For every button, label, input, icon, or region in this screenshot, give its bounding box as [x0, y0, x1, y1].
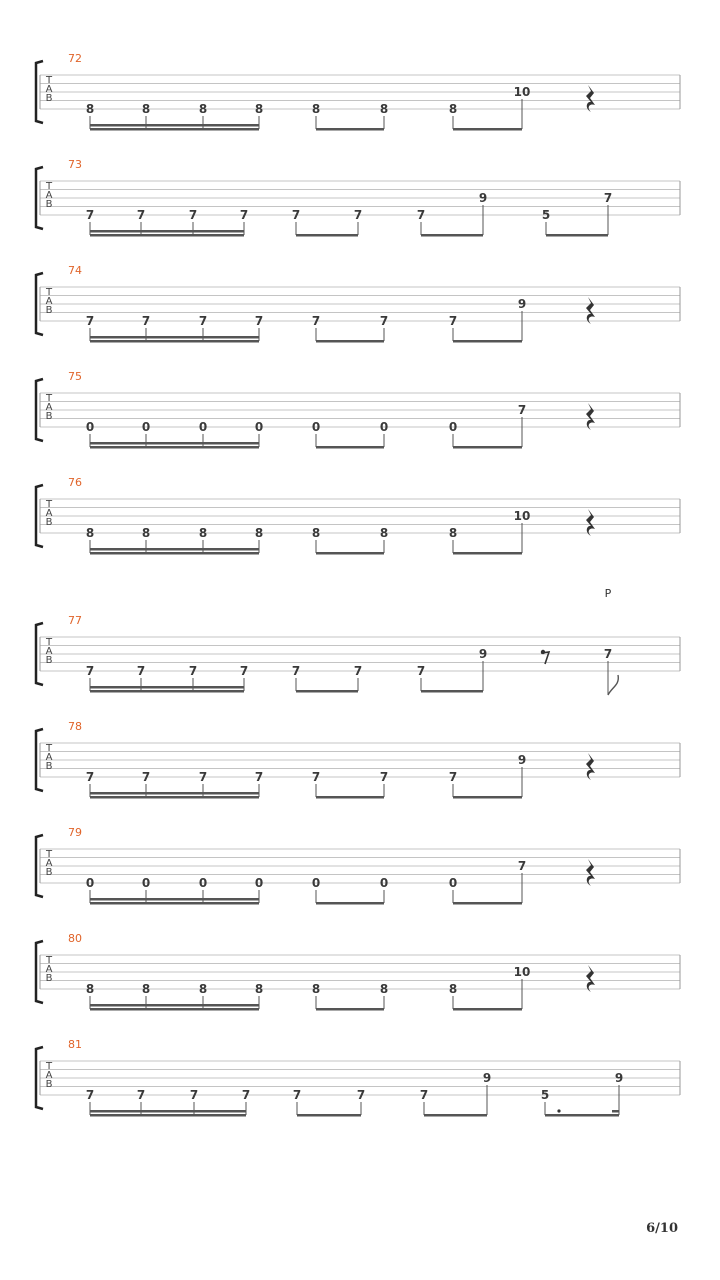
fret-number: 7 [239, 208, 249, 222]
fret-number: 8 [254, 982, 264, 996]
quarter-rest [586, 509, 595, 536]
tab-letter: T [45, 75, 53, 86]
fret-number: 0 [448, 420, 458, 434]
beam-sixteenth [90, 442, 259, 445]
tab-letter: B [45, 867, 53, 878]
fret-number: 7 [517, 859, 527, 873]
beam-eighth [316, 340, 384, 343]
beam-eighth [453, 128, 522, 131]
fret-number: 0 [254, 876, 264, 890]
beam-sixteenth [90, 230, 244, 233]
beam-eighth [316, 552, 384, 555]
page-number: 6/10 [646, 1221, 678, 1236]
fret-number: 7 [198, 770, 208, 784]
tab-letter: A [45, 964, 53, 975]
fret-number: 7 [311, 314, 321, 328]
fret-number: 7 [448, 770, 458, 784]
fret-number: 7 [311, 770, 321, 784]
fret-number: 7 [85, 664, 95, 678]
beam-eighth [421, 234, 483, 237]
measure-number: 75 [68, 370, 82, 383]
tab-letter: B [45, 93, 53, 104]
fret-number: 8 [141, 526, 151, 540]
tab-letter: A [45, 190, 53, 201]
beam-eighth [316, 446, 384, 449]
fret-number: 8 [141, 982, 151, 996]
fret-number: 9 [478, 647, 488, 661]
beam-sixteenth [90, 1008, 259, 1011]
fret-number: 7 [136, 1088, 146, 1102]
fret-number: 7 [292, 1088, 302, 1102]
beam-sixteenth [90, 796, 259, 799]
tab-letter: B [45, 655, 53, 666]
tab-letter: T [45, 393, 53, 404]
fret-number: 8 [311, 982, 321, 996]
tab-letter: T [45, 287, 53, 298]
beam-sixteenth-partial [612, 1110, 619, 1113]
tab-letter: A [45, 84, 53, 95]
tab-letter: A [45, 752, 53, 763]
beam-sixteenth [90, 1114, 246, 1117]
fret-number: 7 [85, 770, 95, 784]
beam-eighth [453, 446, 522, 449]
fret-number: 0 [311, 876, 321, 890]
beam-eighth [316, 128, 384, 131]
beam-eighth [453, 796, 522, 799]
beam-eighth [453, 552, 522, 555]
fret-number: 0 [85, 876, 95, 890]
fret-number: 7 [356, 1088, 366, 1102]
beam-eighth [316, 796, 384, 799]
fret-number: 7 [416, 208, 426, 222]
beam-sixteenth [90, 336, 259, 339]
fret-number: 7 [291, 664, 301, 678]
fret-number: 8 [448, 982, 458, 996]
fret-number: 7 [189, 1088, 199, 1102]
measure-number: 79 [68, 826, 82, 839]
fret-number: 8 [198, 102, 208, 116]
fret-number: 7 [448, 314, 458, 328]
fret-number: 7 [239, 664, 249, 678]
beam-sixteenth [90, 552, 259, 555]
beam-sixteenth [90, 902, 259, 905]
note-flag [608, 675, 618, 695]
fret-number: 7 [136, 664, 146, 678]
fret-number: 8 [85, 526, 95, 540]
measure-number: 81 [68, 1038, 82, 1051]
beam-sixteenth [90, 446, 259, 449]
beam-sixteenth [90, 1004, 259, 1007]
fret-number: 8 [141, 102, 151, 116]
fret-number: 7 [85, 208, 95, 222]
tab-letter: T [45, 499, 53, 510]
quarter-rest [586, 403, 595, 430]
beam-sixteenth [90, 690, 244, 693]
fret-number: 7 [254, 314, 264, 328]
fret-number: 8 [379, 102, 389, 116]
fret-number: 5 [540, 1088, 550, 1102]
beam-eighth [296, 234, 358, 237]
dot-duration [557, 1109, 560, 1112]
fret-number: 7 [379, 770, 389, 784]
fret-number: 0 [85, 420, 95, 434]
quarter-rest [586, 297, 595, 324]
fret-number: 7 [141, 314, 151, 328]
fret-number: 7 [241, 1088, 251, 1102]
beam-eighth [546, 234, 608, 237]
fret-number: 8 [254, 526, 264, 540]
fret-number: 7 [85, 1088, 95, 1102]
fret-number: 8 [379, 526, 389, 540]
fret-number: 7 [379, 314, 389, 328]
tab-letter: T [45, 637, 53, 648]
measure-number: 74 [68, 264, 82, 277]
beam-sixteenth [90, 234, 244, 237]
fret-number: 7 [416, 664, 426, 678]
fret-number: 8 [254, 102, 264, 116]
fret-number: 10 [513, 965, 531, 979]
fret-number: 8 [448, 102, 458, 116]
tab-letter: B [45, 411, 53, 422]
quarter-rest [586, 965, 595, 992]
tab-letter: A [45, 858, 53, 869]
measure-number: 80 [68, 932, 82, 945]
fret-number: 7 [188, 664, 198, 678]
fret-number: 10 [513, 85, 531, 99]
fret-number: 8 [85, 102, 95, 116]
beam-sixteenth [90, 340, 259, 343]
tab-letter: T [45, 743, 53, 754]
fret-number: 7 [517, 403, 527, 417]
fret-number: 8 [311, 102, 321, 116]
fret-number: 9 [517, 297, 527, 311]
fret-number: 7 [198, 314, 208, 328]
fret-number: 8 [448, 526, 458, 540]
beam-eighth [296, 690, 358, 693]
fret-number: 0 [379, 420, 389, 434]
beam-sixteenth [90, 124, 259, 127]
fret-number: 7 [136, 208, 146, 222]
fret-number: 0 [198, 420, 208, 434]
fret-number: 7 [603, 647, 613, 661]
beam-eighth [297, 1114, 361, 1117]
fret-number: 0 [198, 876, 208, 890]
measure-number: 72 [68, 52, 82, 65]
tab-letter: B [45, 761, 53, 772]
fret-number: 0 [254, 420, 264, 434]
fret-number: 7 [353, 664, 363, 678]
measure-number: 77 [68, 614, 82, 627]
fret-number: 7 [291, 208, 301, 222]
beam-eighth [453, 340, 522, 343]
fret-number: 9 [482, 1071, 492, 1085]
fret-number: 8 [198, 982, 208, 996]
tab-letter: T [45, 181, 53, 192]
quarter-rest [586, 859, 595, 886]
fret-number: 0 [311, 420, 321, 434]
fret-number: 0 [141, 420, 151, 434]
beam-eighth [316, 1008, 384, 1011]
fret-number: 7 [141, 770, 151, 784]
beam-eighth [421, 690, 483, 693]
pop-technique-label: P [604, 587, 612, 600]
fret-number: 8 [198, 526, 208, 540]
quarter-rest [586, 85, 595, 112]
measure-number: 73 [68, 158, 82, 171]
fret-number: 7 [419, 1088, 429, 1102]
fret-number: 7 [85, 314, 95, 328]
beam-eighth [545, 1114, 619, 1117]
fret-number: 7 [353, 208, 363, 222]
beam-eighth [453, 902, 522, 905]
fret-number: 9 [517, 753, 527, 767]
fret-number: 7 [254, 770, 264, 784]
tab-letter: T [45, 955, 53, 966]
tab-letter: A [45, 296, 53, 307]
fret-number: 8 [85, 982, 95, 996]
fret-number: 10 [513, 509, 531, 523]
beam-sixteenth [90, 548, 259, 551]
quarter-rest [586, 753, 595, 780]
beam-eighth [453, 1008, 522, 1011]
beam-sixteenth [90, 686, 244, 689]
tab-letter: B [45, 305, 53, 316]
tab-letter: A [45, 646, 53, 657]
fret-number: 8 [311, 526, 321, 540]
beam-eighth [316, 902, 384, 905]
tab-letter: T [45, 849, 53, 860]
fret-number: 8 [379, 982, 389, 996]
measure-number: 76 [68, 476, 82, 489]
fret-number: 7 [188, 208, 198, 222]
tab-letter: A [45, 508, 53, 519]
tab-letter: B [45, 973, 53, 984]
tab-letter: B [45, 199, 53, 210]
tab-letter: A [45, 402, 53, 413]
beam-sixteenth [90, 128, 259, 131]
fret-number: 7 [603, 191, 613, 205]
tab-letter: T [45, 1061, 53, 1072]
tab-letter: A [45, 1070, 53, 1081]
fret-number: 9 [478, 191, 488, 205]
tab-letter: B [45, 1079, 53, 1090]
beam-sixteenth [90, 792, 259, 795]
beam-sixteenth [90, 898, 259, 901]
fret-number: 9 [614, 1071, 624, 1085]
fret-number: 0 [448, 876, 458, 890]
beam-sixteenth [90, 1110, 246, 1113]
measure-number: 78 [68, 720, 82, 733]
fret-number: 0 [141, 876, 151, 890]
fret-number: 5 [541, 208, 551, 222]
fret-number: 0 [379, 876, 389, 890]
beam-eighth [424, 1114, 487, 1117]
tab-letter: B [45, 517, 53, 528]
